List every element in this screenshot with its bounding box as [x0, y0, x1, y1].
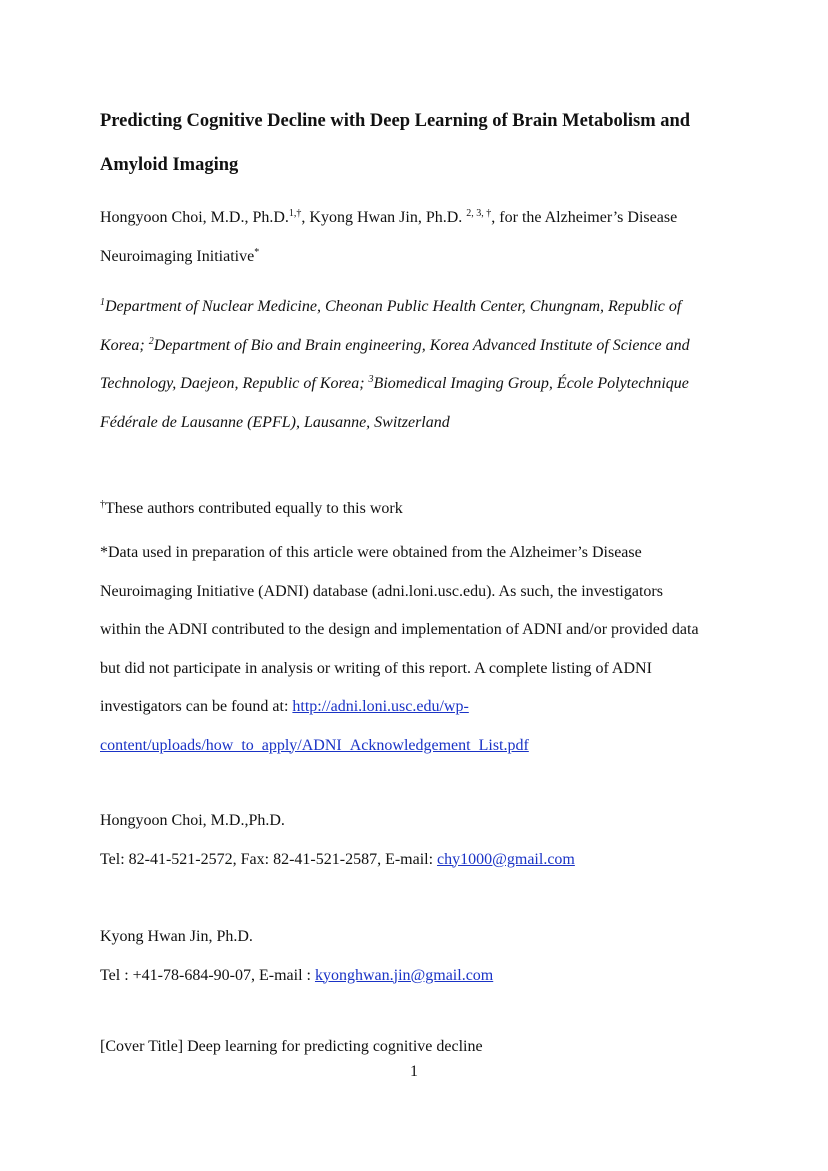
adni-acknowledgement-link[interactable]: http://adni.loni.usc.edu/wp- — [292, 698, 469, 715]
contact-phone: Tel : +41-78-684-90-07, E-mail : — [100, 966, 315, 984]
affil-marker-1: 1 — [100, 297, 105, 308]
affiliation-3-cont: Fédérale de Lausanne (EPFL), Lausanne, Switzerland — [100, 413, 450, 431]
equal-contribution-note — [100, 496, 740, 522]
adni-note-line — [100, 727, 740, 766]
adni-note-line — [100, 688, 740, 727]
adni-marker: * — [254, 246, 260, 258]
affiliation-1: Department of Nuclear Medicine, Cheonan Public Health Center, Chungnam, Republic of — [105, 298, 682, 315]
adni-note-text: investigators can be found at: — [100, 698, 293, 715]
affiliation-2-cont: Technology, Daejeon, Republic of Korea; — [100, 375, 369, 392]
email-link[interactable]: chy1000@gmail.com — [437, 850, 575, 868]
adni-note-line: but did not participate in analysis or writing of this report. A complete listing of ADNI — [100, 659, 652, 677]
contact-info — [100, 841, 740, 880]
author-line-2 — [100, 238, 740, 277]
adni-note-line: *Data used in preparation of this article were obtained from the Alzheimer’s Disease — [100, 544, 642, 561]
author-group: , for the Alzheimer’s Disease — [491, 209, 678, 226]
affiliation-line-4 — [100, 404, 740, 443]
paper-title: Predicting Cognitive Decline with Deep Learning of Brain Metabolism and Amyloid Imaging — [100, 111, 691, 175]
page-number: 1 — [410, 1063, 418, 1080]
contact-jin — [100, 918, 740, 995]
contact-phone: Tel: 82-41-521-2572, Fax: 82-41-521-2587, E-mail: — [100, 850, 438, 868]
affiliation-1-cont: Korea; — [100, 336, 149, 354]
affiliation-3: Biomedical Imaging Group, École Polytechnique — [373, 375, 689, 392]
adni-note — [100, 534, 740, 765]
contact-choi — [100, 802, 740, 879]
affiliation-2: Department of Bio and Brain engineering, Korea Advanced Institute of Science and — [153, 336, 690, 354]
adni-note-line: Neuroimaging Initiative (ADNI) database (adni.loni.usc.edu). As such, the investigators — [100, 582, 663, 600]
contact-info — [100, 957, 740, 996]
author-list — [100, 199, 740, 276]
email-link[interactable]: kyonghwan.jin@gmail.com — [314, 966, 494, 984]
cover-title: [Cover Title] Deep learning for predicting cognitive decline — [100, 1038, 483, 1055]
contact-name: Hongyoon Choi, M.D.,Ph.D. — [100, 812, 285, 829]
affil-marker-3: 3 — [368, 374, 374, 385]
author-choi-affil: 1,† — [288, 208, 302, 219]
equal-contribution-text: These authors contributed equally to this work — [105, 500, 403, 517]
affiliation-line-1 — [100, 288, 740, 327]
affiliations — [100, 288, 740, 442]
affil-marker-2: 2 — [148, 335, 154, 347]
adni-note-line: within the ADNI contributed to the design and implementation of ADNI and/or provided data — [100, 621, 699, 638]
author-jin: Kyong Hwan Jin, Ph.D. — [309, 209, 467, 226]
adni-acknowledgement-link-cont[interactable]: content/uploads/how_to_apply/ADNI_Acknowledgement_List.pdf — [100, 736, 529, 754]
affiliation-line-3 — [100, 365, 740, 404]
author-group-cont: Neuroimaging Initiative — [100, 247, 255, 265]
author-line-1 — [100, 199, 740, 238]
affiliation-line-2 — [100, 327, 740, 366]
contact-name: Kyong Hwan Jin, Ph.D. — [100, 928, 253, 945]
author-choi: Hongyoon Choi, M.D., Ph.D. — [100, 209, 289, 226]
author-jin-affil: 2, 3, † — [466, 208, 492, 219]
author-separator: , — [301, 209, 310, 226]
dagger-marker: † — [100, 499, 105, 510]
